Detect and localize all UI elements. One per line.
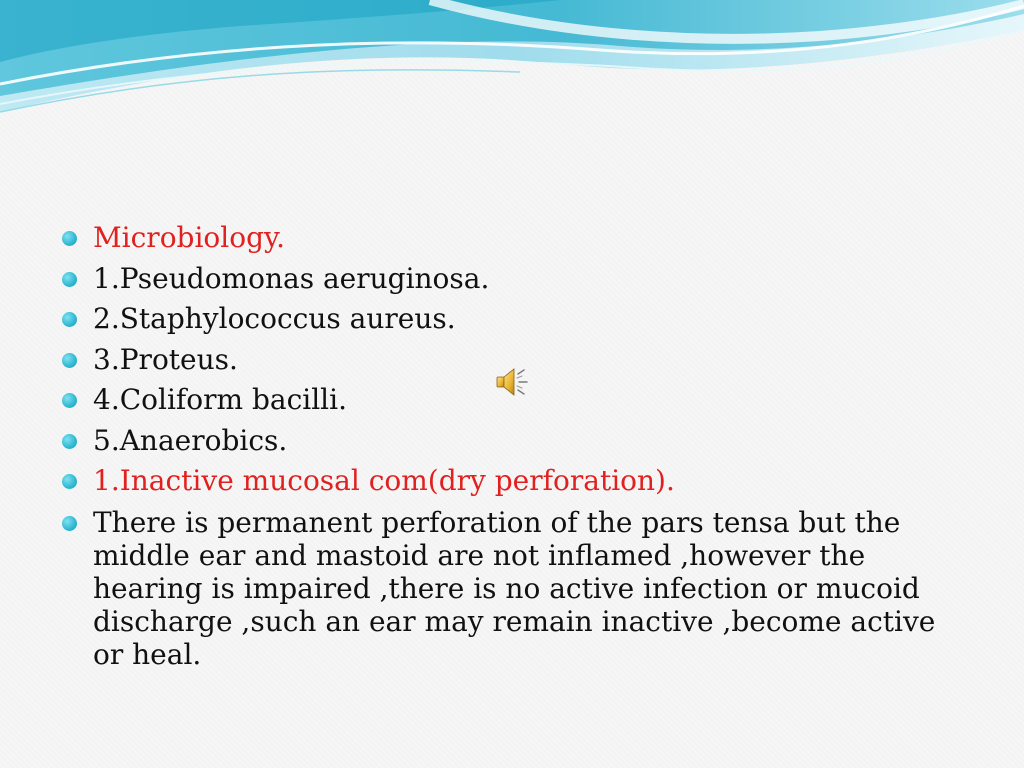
teal-circle-bullet-icon (62, 434, 77, 449)
bullet-text: 4.Coliform bacilli. (93, 383, 347, 416)
list-item (60, 461, 970, 502)
bullet-text: 2.Staphylococcus aureus. (93, 302, 456, 335)
teal-circle-bullet-icon (62, 516, 77, 531)
wave-header-decoration (0, 0, 1024, 130)
teal-circle-bullet-icon (62, 231, 77, 246)
bullet-list (60, 218, 970, 671)
list-item (60, 218, 970, 259)
bullet-text: There is permanent perforation of the pars tensa but the middle ear and mastoid are not inflamed ,however the hearing is impaired ,there is no active infection or mucoid discharge ,such an ear may remain inactive ,become active or heal. (93, 505, 936, 671)
speaker-icon[interactable] (494, 364, 530, 400)
bullet-text: Microbiology. (93, 221, 286, 254)
list-item (60, 299, 970, 340)
teal-circle-bullet-icon (62, 272, 77, 287)
teal-circle-bullet-icon (62, 393, 77, 408)
teal-circle-bullet-icon (62, 312, 77, 327)
bullet-list-container (60, 218, 970, 671)
list-item (60, 421, 970, 462)
bullet-text: 5.Anaerobics. (93, 423, 288, 457)
list-item (60, 259, 970, 300)
bullet-text: 1.Inactive mucosal com(dry perforation). (93, 464, 675, 497)
bullet-text: 1.Pseudomonas aeruginosa. (93, 261, 490, 295)
bullet-text: 3.Proteus. (93, 342, 238, 376)
list-item (60, 506, 970, 671)
teal-circle-bullet-icon (62, 474, 77, 489)
teal-circle-bullet-icon (62, 353, 77, 368)
